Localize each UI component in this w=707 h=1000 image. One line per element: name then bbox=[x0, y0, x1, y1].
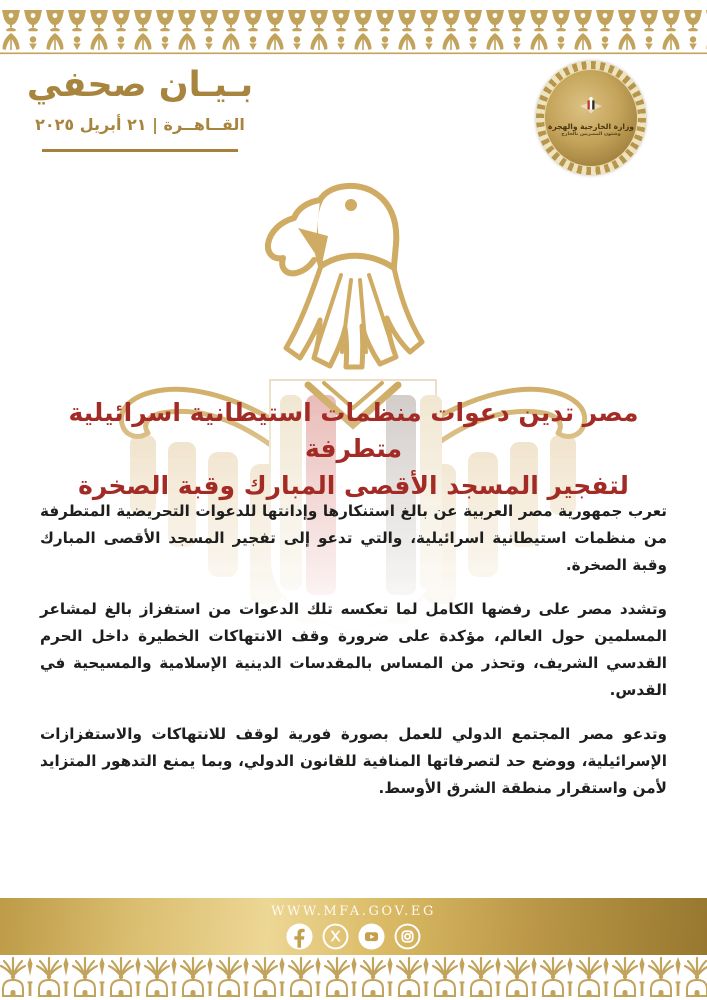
youtube-icon[interactable] bbox=[358, 923, 385, 950]
body-paragraph-3: وتدعو مصر المجتمع الدولي للعمل بصورة فورية لوقف للانتهاكات والاستفزازات الإسرائيلية، ووضع حد لتصرفاتها المنافية للقانون الدولي، وبما يمنع التدهور المتزايد لأمن واستقرار منطقة الشرق الأوسط. bbox=[40, 725, 667, 798]
footer-gold-bar bbox=[0, 898, 707, 955]
statement-body bbox=[40, 498, 667, 819]
headline-line-1: مصر تدين دعوات منظمات استيطانية اسرائيلية متطرفة bbox=[68, 398, 639, 464]
ornamental-border-bottom bbox=[0, 956, 707, 997]
seal-ministry-name: وزارة الخارجية والهجرة bbox=[548, 121, 634, 131]
body-paragraph-1: تعرب جمهورية مصر العربية عن بالغ استنكارها وإدانتها للدعوات التحريضية المتطرفة من منظمات استيطانية اسرائيلية، والتي تدعو إلى تفجير المسجد الأقصى المبارك وقبة الصخرة. bbox=[40, 502, 667, 575]
gold-divider-line bbox=[42, 149, 238, 152]
ministry-seal bbox=[536, 61, 646, 175]
website-link[interactable]: WWW.MFA.GOV.EG bbox=[270, 904, 436, 919]
statement-type-title: بـيـان صحفي bbox=[26, 65, 254, 105]
headline-line-2: لتفجير المسجد الأقصى المبارك وقبة الصخرة bbox=[78, 470, 629, 500]
instagram-icon[interactable] bbox=[394, 923, 421, 950]
body-paragraph-2: وتشدد مصر على رفضها الكامل لما تعكسه تلك الدعوات من استفزاز بالغ لمشاعر المسلمين حول العالم، مؤكدة على ضرورة وقف الانتهاكات الخطيرة داخل الحرم القدسي الشريف، وتحذر من المساس بالمقدسات الدينية الإسلامية والمسيحية في القدس. bbox=[40, 600, 667, 700]
seal-face bbox=[544, 69, 638, 167]
x-twitter-icon[interactable] bbox=[322, 923, 349, 950]
headline bbox=[30, 395, 677, 504]
social-icons-row bbox=[286, 923, 421, 950]
dateline: القــاهــرة | ٢١ أبريل ٢٠٢٥ bbox=[35, 115, 245, 134]
header-block bbox=[22, 64, 258, 152]
facebook-icon[interactable] bbox=[286, 923, 313, 950]
ornamental-border-top bbox=[0, 7, 707, 55]
seal-ministry-subname: وشئون المصريين بالخارج bbox=[561, 131, 621, 137]
egypt-eagle-mini-icon bbox=[578, 96, 604, 120]
